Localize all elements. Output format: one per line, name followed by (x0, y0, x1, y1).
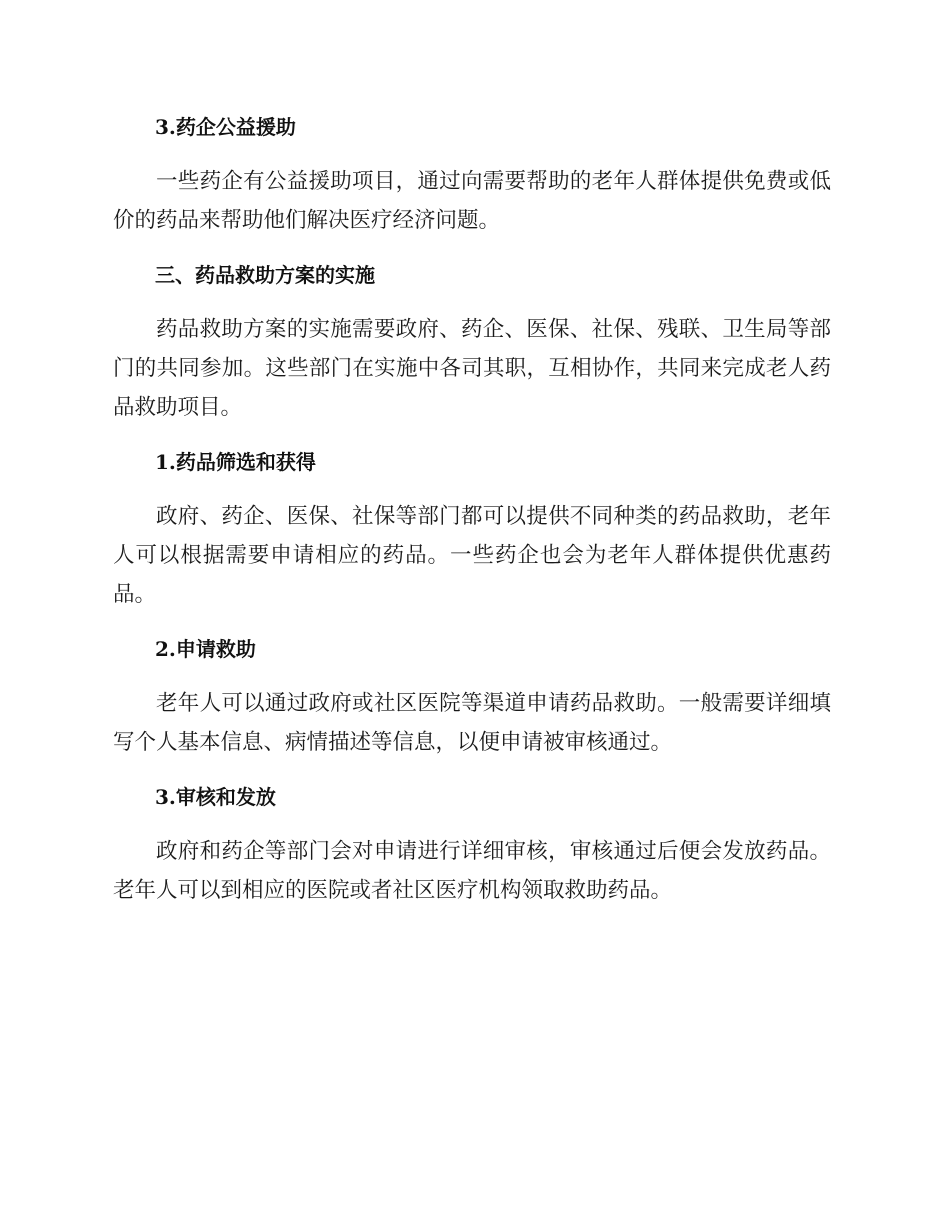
spacer (113, 762, 831, 778)
spacer (113, 294, 831, 310)
section-heading-drug-company-aid: 3.药企公益援助 (155, 115, 296, 139)
document-page (113, 108, 831, 910)
paragraph-drug-selection: 政府、药企、医保、社保等部门都可以提供不同种类的药品救助，老年人可以根据需要申请相应的药品。一些药企也会为老年人群体提供优惠药品。 (113, 504, 831, 607)
spacer (113, 146, 831, 162)
spacer (113, 668, 831, 684)
spacer (113, 240, 831, 256)
spacer (113, 614, 831, 630)
paragraph-implementation: 药品救助方案的实施需要政府、药企、医保、社保、残联、卫生局等部门的共同参加。这些部门在实施中各司其职，互相协作，共同来完成老人药品救助项目。 (113, 317, 831, 420)
spacer (113, 481, 831, 497)
section-heading-implementation: 三、药品救助方案的实施 (155, 263, 375, 287)
section-heading-review-distribution: 3.审核和发放 (155, 785, 276, 809)
section-heading-apply-aid: 2.申请救助 (155, 637, 256, 661)
spacer (113, 816, 831, 832)
paragraph-review-distribution: 政府和药企等部门会对申请进行详细审核，审核通过后便会发放药品。老年人可以到相应的医院或者社区医疗机构领取救助药品。 (113, 839, 831, 903)
paragraph-drug-company-aid: 一些药企有公益援助项目，通过向需要帮助的老年人群体提供免费或低价的药品来帮助他们解决医疗经济问题。 (113, 169, 831, 233)
section-heading-drug-selection: 1.药品筛选和获得 (155, 450, 316, 474)
spacer (113, 427, 831, 443)
paragraph-apply-aid: 老年人可以通过政府或社区医院等渠道申请药品救助。一般需要详细填写个人基本信息、病情描述等信息，以便申请被审核通过。 (113, 691, 831, 755)
